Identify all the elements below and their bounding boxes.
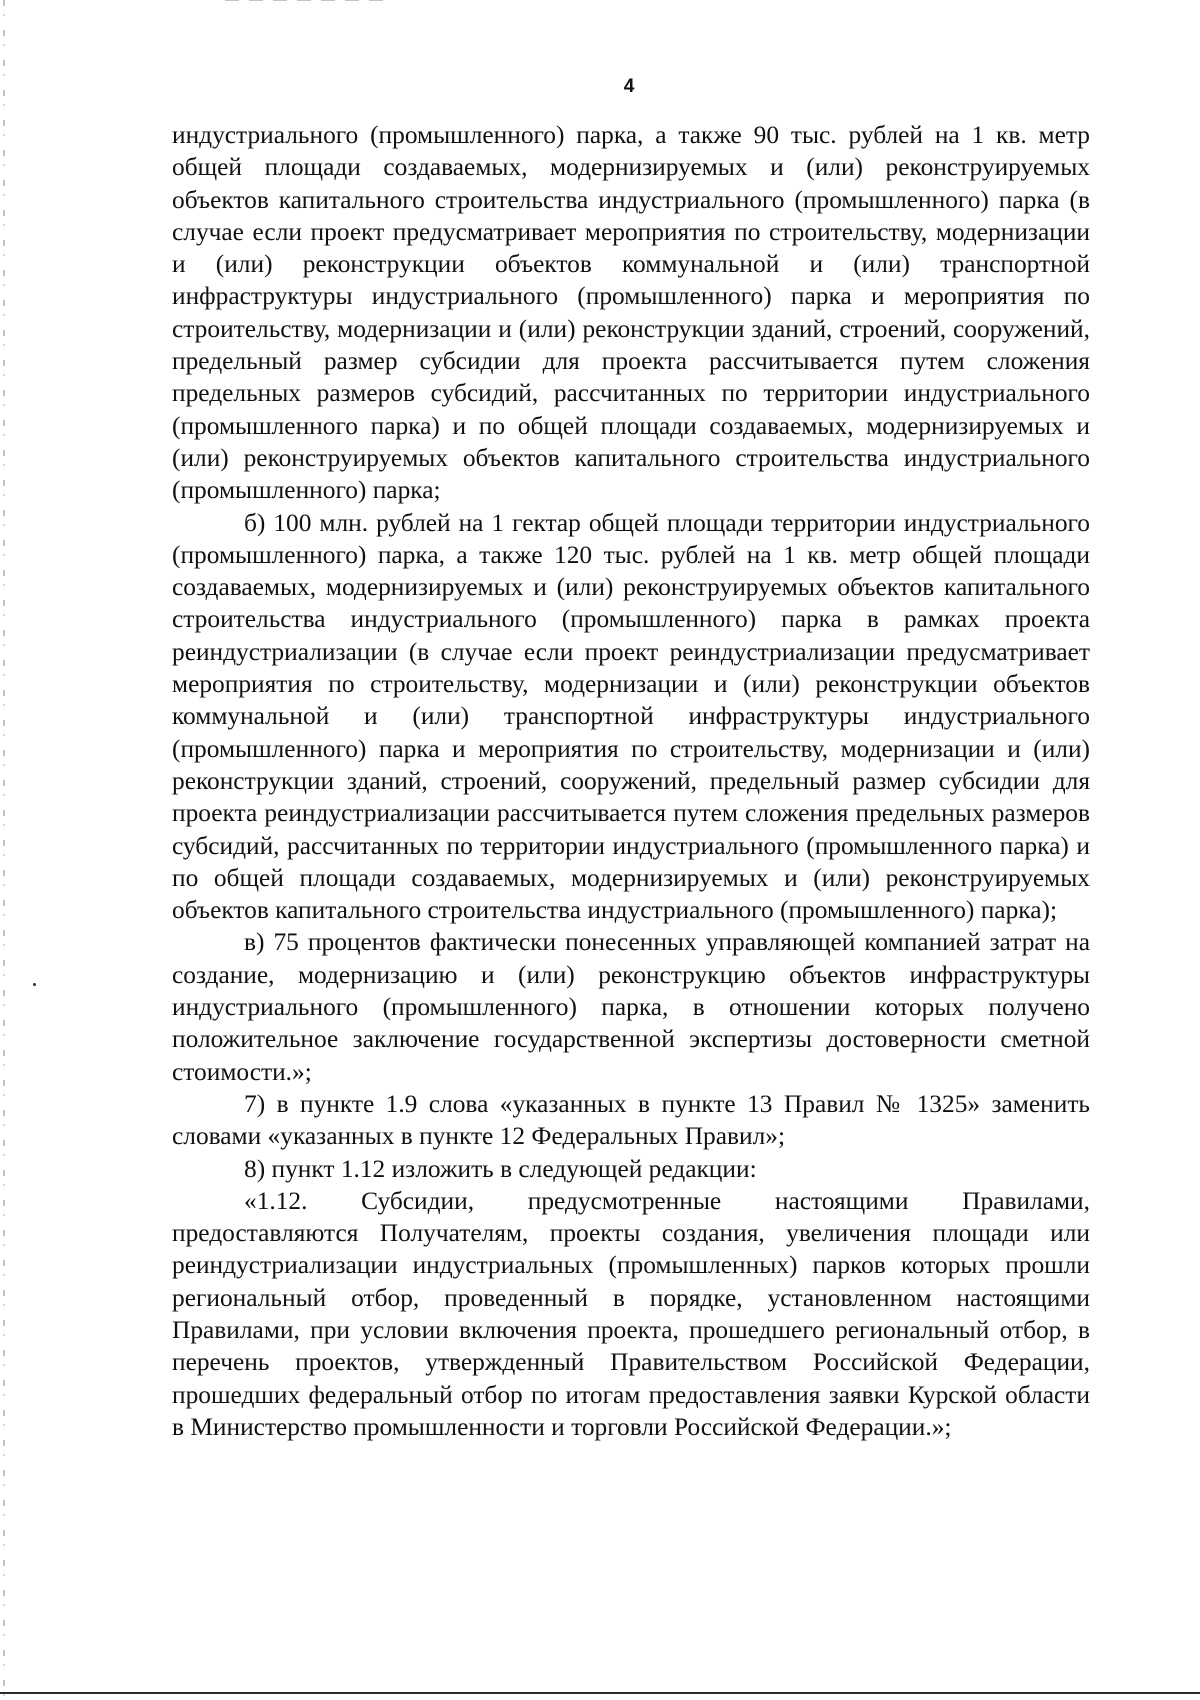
scan-edge-left xyxy=(3,0,5,1700)
paragraph-item-8: 8) пункт 1.12 изложить в следующей редакции: xyxy=(244,1154,757,1183)
paragraph-continuation: индустриального (промышленного) парка, а также 90 тыс. рублей на 1 кв. метр общей площади создаваемых, модернизируемых и (или) реконструируемых объектов капитального строительства индустриального (промышленного) парка (в случае если проект предусматривает мероприятия по строительству, модернизации и (или) реконструкции объектов коммунальной и (или) транспортной инфраструктуры индустриального (промышленного) парка и мероприятия по строительству, модернизации и (или) реконструкции зданий, строений, сооружений, предельный размер субсидии для проекта рассчитывается путем сложения предельных размеров субсидий, рассчитанных по территории индустриального (промышленного парка) и по общей площади создаваемых, модернизируемых и (или) реконструируемых объектов капитального строительства индустриального (промышленного) парка; xyxy=(172,121,1090,505)
paragraph-item-b: б) 100 млн. рублей на 1 гектар общей площади территории индустриального (промышленного) парка, а также 120 тыс. рублей на 1 кв. метр общей площади создаваемых, модернизируемых и (или) реконструируемых объектов капитального строительства индустриального (промышленного) парка в рамках проекта реиндустриализации (в случае если проект реиндустриализации предусматривает мероприятия по строительству, модернизации и (или) реконструкции объектов коммунальной и (или) транспортной инфраструктуры индустриального (промышленного) парка и мероприятия по строительству, модернизации и (или) реконструкции зданий, строений, сооружений, предельный размер субсидии для проекта реиндустриализации рассчитывается путем сложения предельных размеров субсидий, рассчитанных по территории индустриального (промышленного парка) и по общей площади создаваемых, модернизируемых и (или) реконструируемых объектов капитального строительства индустриального (промышленного) парка); xyxy=(172,508,1090,925)
paragraph-item-7: 7) в пункте 1.9 слова «указанных в пункте 13 Правил № 1325» заменить словами «указанных в пункте 12 Федеральных Правил»; xyxy=(172,1089,1090,1151)
scan-edge-bottom xyxy=(0,1692,1200,1694)
page-number: 4 xyxy=(623,76,635,97)
document-body xyxy=(172,119,1090,1443)
scan-speck xyxy=(33,983,36,986)
paragraph-item-v: в) 75 процентов фактически понесенных управляющей компанией затрат на создание, модернизацию и (или) реконструкцию объектов инфраструктуры индустриального (промышленного) парка, в отношении которых получено положительное заключение государственной экспертизы достоверности сметной стоимости.»; xyxy=(172,928,1090,1086)
scan-edge-top xyxy=(225,0,385,1)
paragraph-clause-1-12: «1.12. Субсидии, предусмотренные настоящими Правилами, предоставляются Получателям, проекты создания, увеличения площади или реиндустриализации индустриальных (промышленных) парков которых прошли региональный отбор, проведенный в порядке, установленном настоящими Правилами, при условии включения проекта, прошедшего региональный отбор, в перечень проектов, утвержденный Правительством Российской Федерации, прошедших федеральный отбор по итогам предоставления заявки Курской области в Министерство промышленности и торговли Российской Федерации.»; xyxy=(172,1186,1090,1441)
